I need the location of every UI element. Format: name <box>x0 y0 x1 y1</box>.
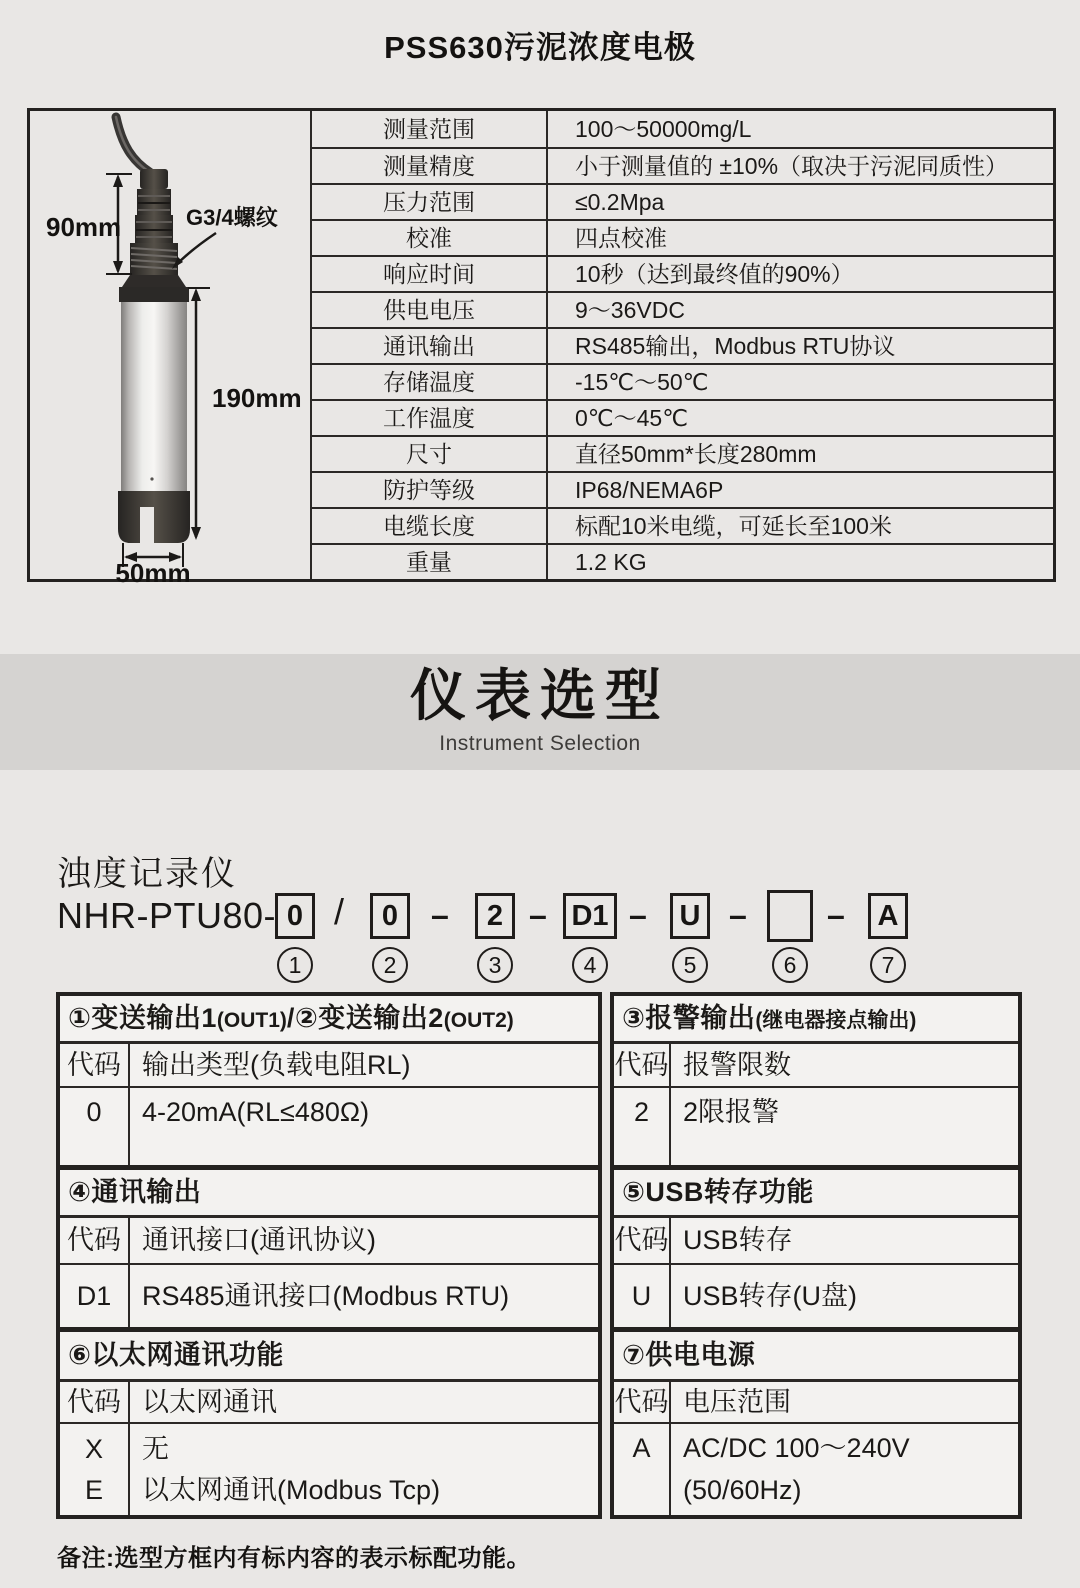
spec-label: 压力范围 <box>310 183 546 219</box>
section-header-out1-out2: ①变送输出1(OUT1)/②变送输出2(OUT2) <box>58 994 600 1042</box>
code-box-7: A <box>868 893 908 939</box>
model-code-line <box>57 885 1037 1005</box>
code-box-4: D1 <box>563 893 617 939</box>
code-separator: – <box>431 897 449 933</box>
model-prefix: NHR-PTU80- <box>57 895 277 936</box>
spec-label: 重量 <box>310 543 546 579</box>
code-index-6: 6 <box>772 947 808 983</box>
thread-label: G3/4螺纹 <box>186 205 278 230</box>
code-separator: – <box>629 897 647 933</box>
option-desc: 2限报警 <box>670 1087 1020 1167</box>
code-box-3: 2 <box>475 893 515 939</box>
spec-label: 测量精度 <box>310 147 546 183</box>
column-label: 报警限数 <box>670 1042 1020 1087</box>
code-box-6 <box>767 890 813 942</box>
column-label: 输出类型(负载电阻RL) <box>129 1042 600 1087</box>
section-header-power: ⑦供电电源 <box>612 1329 1020 1380</box>
section-header-alarm: ③报警输出(继电器接点输出) <box>612 994 1020 1042</box>
spec-table <box>27 108 1056 585</box>
option-desc: 4-20mA(RL≤480Ω) <box>129 1087 600 1167</box>
dim-90mm-label: 90mm <box>46 212 122 242</box>
option-code: U <box>612 1264 670 1329</box>
spec-value: -15℃～50℃ <box>546 363 1053 399</box>
spec-value: IP68/NEMA6P <box>546 471 1053 507</box>
selection-table-left <box>56 992 602 1519</box>
code-header: 代码 <box>58 1042 129 1087</box>
page-title: PSS630污泥浓度电极 <box>384 30 696 65</box>
code-header: 代码 <box>612 1042 670 1087</box>
section-header-ethernet: ⑥以太网通讯功能 <box>58 1329 600 1380</box>
option-desc: USB转存(U盘) <box>670 1264 1020 1329</box>
spec-value: 1.2 KG <box>546 543 1053 579</box>
spec-value: 标配10米电缆，可延长至100米 <box>546 507 1053 543</box>
spec-value: ≤0.2Mpa <box>546 183 1053 219</box>
spec-label: 供电电压 <box>310 291 546 327</box>
spec-value: 直径50mm*长度280mm <box>546 435 1053 471</box>
spec-value: RS485输出，Modbus RTU协议 <box>546 327 1053 363</box>
spec-value: 9～36VDC <box>546 291 1053 327</box>
code-box-2: 0 <box>370 893 410 939</box>
connector-cap <box>140 169 168 189</box>
spec-value: 小于测量值的 ±10%（取决于污泥同质性） <box>546 147 1053 183</box>
code-index-4: 4 <box>572 947 608 983</box>
option-code: X E <box>58 1423 129 1517</box>
spec-label: 响应时间 <box>310 255 546 291</box>
code-separator: – <box>729 897 747 933</box>
code-index-7: 7 <box>870 947 906 983</box>
spec-value: 100～50000mg/L <box>546 111 1053 147</box>
product-name: 浊度记录仪 <box>57 855 237 893</box>
cable <box>116 117 151 173</box>
sensor-body <box>121 302 187 491</box>
column-label: USB转存 <box>670 1216 1020 1264</box>
spec-label: 存储温度 <box>310 363 546 399</box>
option-desc: 无 以太网通讯(Modbus Tcp) <box>129 1423 600 1517</box>
code-separator: – <box>529 897 547 933</box>
option-desc: AC/DC 100～240V (50/60Hz) <box>670 1423 1020 1517</box>
code-index-2: 2 <box>372 947 408 983</box>
spec-label: 工作温度 <box>310 399 546 435</box>
option-code: A <box>612 1423 670 1517</box>
option-code: 2 <box>612 1087 670 1167</box>
banner-title: 仪表选型 <box>410 664 670 727</box>
column-label: 以太网通讯 <box>129 1380 600 1423</box>
spec-value: 四点校准 <box>546 219 1053 255</box>
code-box-1: 0 <box>275 893 315 939</box>
section-banner <box>0 654 1080 770</box>
column-label: 通讯接口(通讯协议) <box>129 1216 600 1264</box>
code-header: 代码 <box>612 1216 670 1264</box>
section-header-comm: ④通讯输出 <box>58 1167 600 1216</box>
code-header: 代码 <box>58 1216 129 1264</box>
code-index-1: 1 <box>277 947 313 983</box>
spec-label: 尺寸 <box>310 435 546 471</box>
dim-50mm-label: 50mm <box>115 558 191 585</box>
spec-label: 电缆长度 <box>310 507 546 543</box>
spec-label: 校准 <box>310 219 546 255</box>
dim-190mm-label: 190mm <box>212 383 302 413</box>
product-image-cell <box>30 111 310 585</box>
column-label: 电压范围 <box>670 1380 1020 1423</box>
code-box-5: U <box>670 893 710 939</box>
spec-value: 0℃～45℃ <box>546 399 1053 435</box>
code-index-3: 3 <box>477 947 513 983</box>
spec-label: 防护等级 <box>310 471 546 507</box>
banner-subtitle: Instrument Selection <box>439 732 641 755</box>
selection-table-right <box>610 992 1022 1519</box>
option-desc: RS485通讯接口(Modbus RTU) <box>129 1264 600 1329</box>
footer-note: 备注:选型方框内有标内容的表示标配功能。 <box>57 1545 531 1572</box>
code-header: 代码 <box>58 1380 129 1423</box>
code-header: 代码 <box>612 1380 670 1423</box>
spec-label: 通讯输出 <box>310 327 546 363</box>
section-header-usb: ⑤USB转存功能 <box>612 1167 1020 1216</box>
code-separator: / <box>334 891 345 932</box>
code-separator: – <box>827 897 845 933</box>
option-code: 0 <box>58 1087 129 1167</box>
spec-label: 测量范围 <box>310 111 546 147</box>
foot-slot <box>140 507 154 543</box>
spec-value: 10秒（达到最终值的90%） <box>546 255 1053 291</box>
code-index-5: 5 <box>672 947 708 983</box>
sensor-illustration <box>30 111 310 585</box>
option-code: D1 <box>58 1264 129 1329</box>
